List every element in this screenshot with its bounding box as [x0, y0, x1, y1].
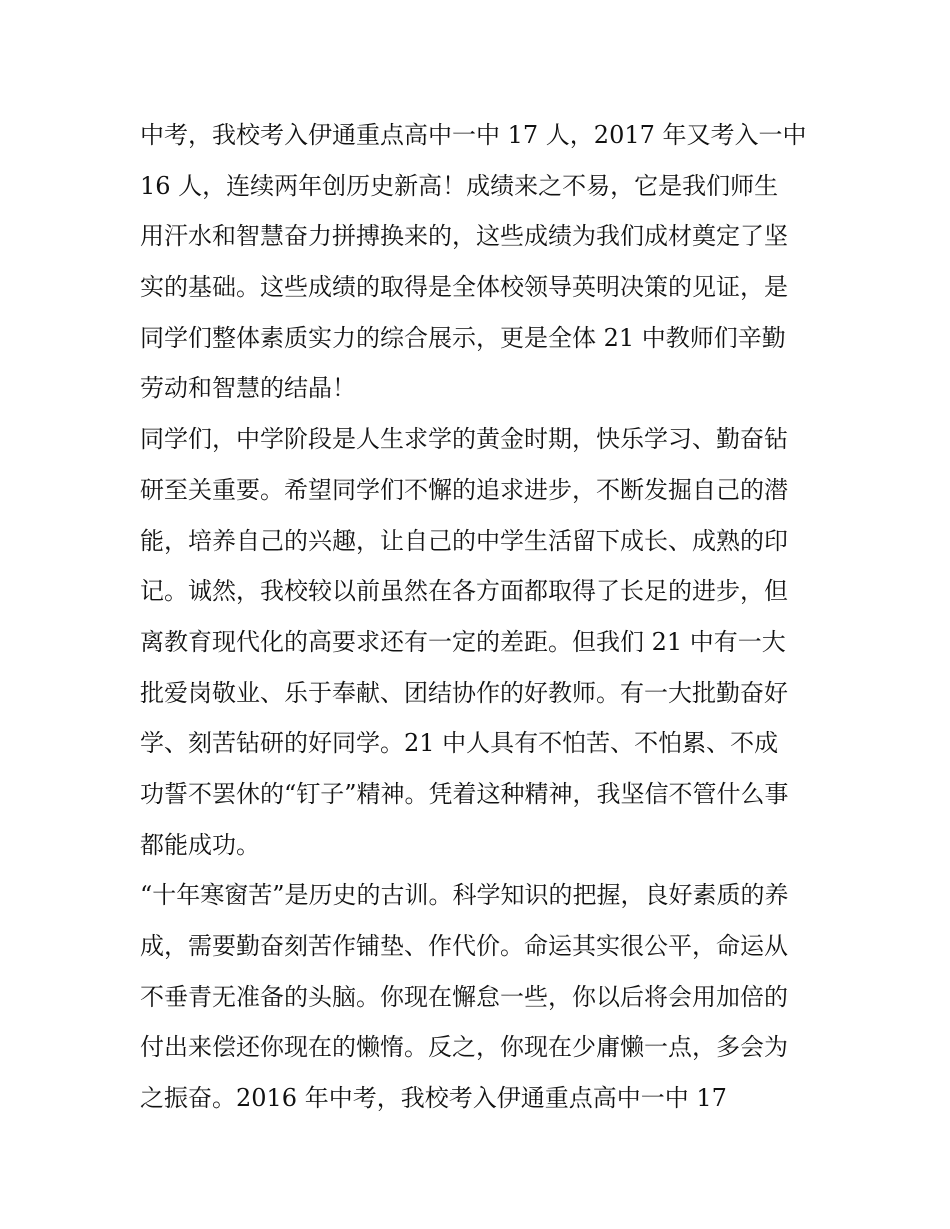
text-line: 16 人，连续两年创历史新高！成绩来之不易，它是我们师生 — [140, 171, 779, 200]
text-line: “十年寒窗苦”是历史的古训。科学知识的把握，良好素质的养 — [140, 881, 789, 910]
text-line: 都能成功。 — [140, 830, 260, 859]
document-body — [140, 110, 820, 1124]
text-line: 离教育现代化的高要求还有一定的差距。但我们 21 中有一大 — [140, 627, 786, 656]
text-line: 中考，我校考入伊通重点高中一中 17 人，2017 年又考入一中 — [140, 121, 807, 149]
text-line: 同学们，中学阶段是人生求学的黄金时期，快乐学习、勤奋钻 — [140, 425, 788, 454]
text-line: 不垂青无准备的头脑。你现在懈怠一些，你以后将会用加倍的 — [140, 982, 788, 1011]
text-line: 学、刻苦钻研的好同学。21 中人具有不怕苦、不怕累、不成 — [140, 729, 779, 758]
text-line: 之振奋。2016 年中考，我校考入伊通重点高中一中 17 — [140, 1084, 727, 1113]
text-line: 用汗水和智慧奋力拼搏换来的，这些成绩为我们成材奠定了坚 — [140, 222, 788, 251]
text-line: 功誓不罢休的“钉子”精神。凭着这种精神，我坚信不管什么事 — [140, 779, 789, 808]
text-line: 记。诚然，我校较以前虽然在各方面都取得了长足的进步，但 — [140, 577, 788, 606]
text-line: 批爱岗敬业、乐于奉献、团结协作的好教师。有一大批勤奋好 — [140, 678, 788, 707]
text-line: 研至关重要。希望同学们不懈的追求进步，不断发掘自己的潜 — [140, 475, 788, 504]
text-line: 实的基础。这些成绩的取得是全体校领导英明决策的见证，是 — [140, 273, 788, 302]
text-line: 同学们整体素质实力的综合展示，更是全体 21 中教师们辛勤 — [140, 323, 786, 352]
text-line: 成，需要勤奋刻苦作铺垫、作代价。命运其实很公平，命运从 — [140, 932, 788, 960]
text-line: 付出来偿还你现在的懒惰。反之，你现在少庸懒一点，多会为 — [140, 1033, 788, 1062]
text-line: 劳动和智慧的结晶！ — [140, 374, 356, 403]
text-line: 能，培养自己的兴趣，让自己的中学生活留下成长、成熟的印 — [140, 526, 788, 555]
